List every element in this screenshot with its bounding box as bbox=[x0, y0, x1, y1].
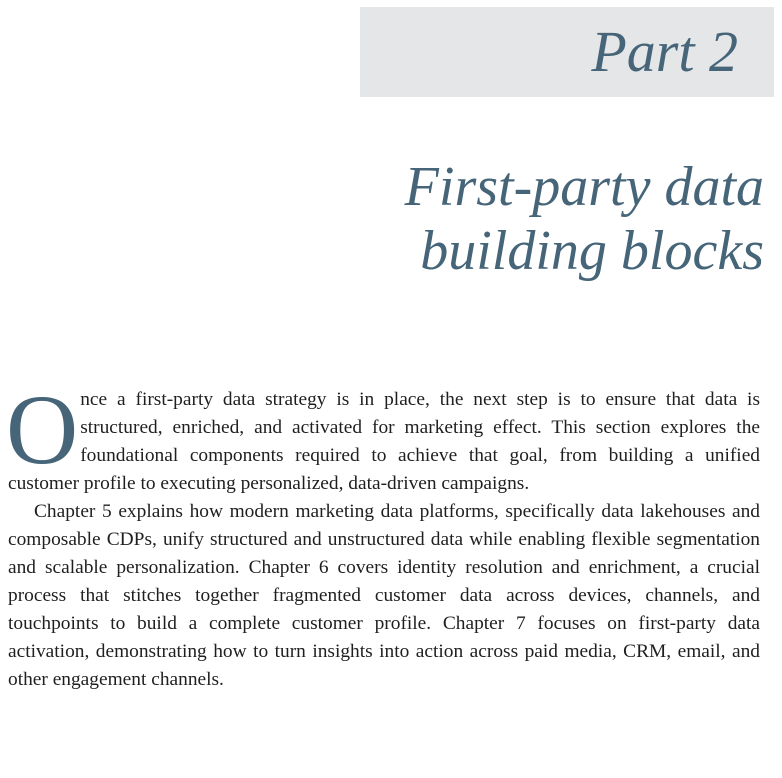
part-title-line-1: First-party data bbox=[404, 156, 764, 218]
drop-cap: O bbox=[6, 374, 79, 485]
intro-paragraph-2: Chapter 5 explains how modern marketing data platforms, specifically data lakehouses and composable CDPs, unify structured and unstructured data while enabling flexible segmentation and scalable personalization. Chapter 6 covers identity resolution and enrichment, a crucial process that stitches together fragmented customer data across devices, channels, and touchpoints to build a complete customer profile. Chapter 7 focuses on first-party data activation, demonstrating how to turn insights into action across paid media, CRM, email, and other engagement channels. bbox=[8, 501, 760, 690]
part-title bbox=[405, 155, 764, 283]
part-title-line-2: building blocks bbox=[420, 220, 764, 282]
part-label: Part 2 bbox=[591, 19, 738, 84]
intro-paragraph-1-text: nce a first-party data strategy is in place, the next step is to ensure that data is structured, enriched, and activated for marketing effect. This section explores the foundational components required to achieve that goal, from building a unified customer profile to executing personalized, data-driven campaigns. bbox=[8, 389, 760, 494]
intro-paragraph-1 bbox=[6, 374, 760, 498]
intro-text bbox=[6, 374, 760, 694]
part-header-box bbox=[360, 7, 774, 97]
